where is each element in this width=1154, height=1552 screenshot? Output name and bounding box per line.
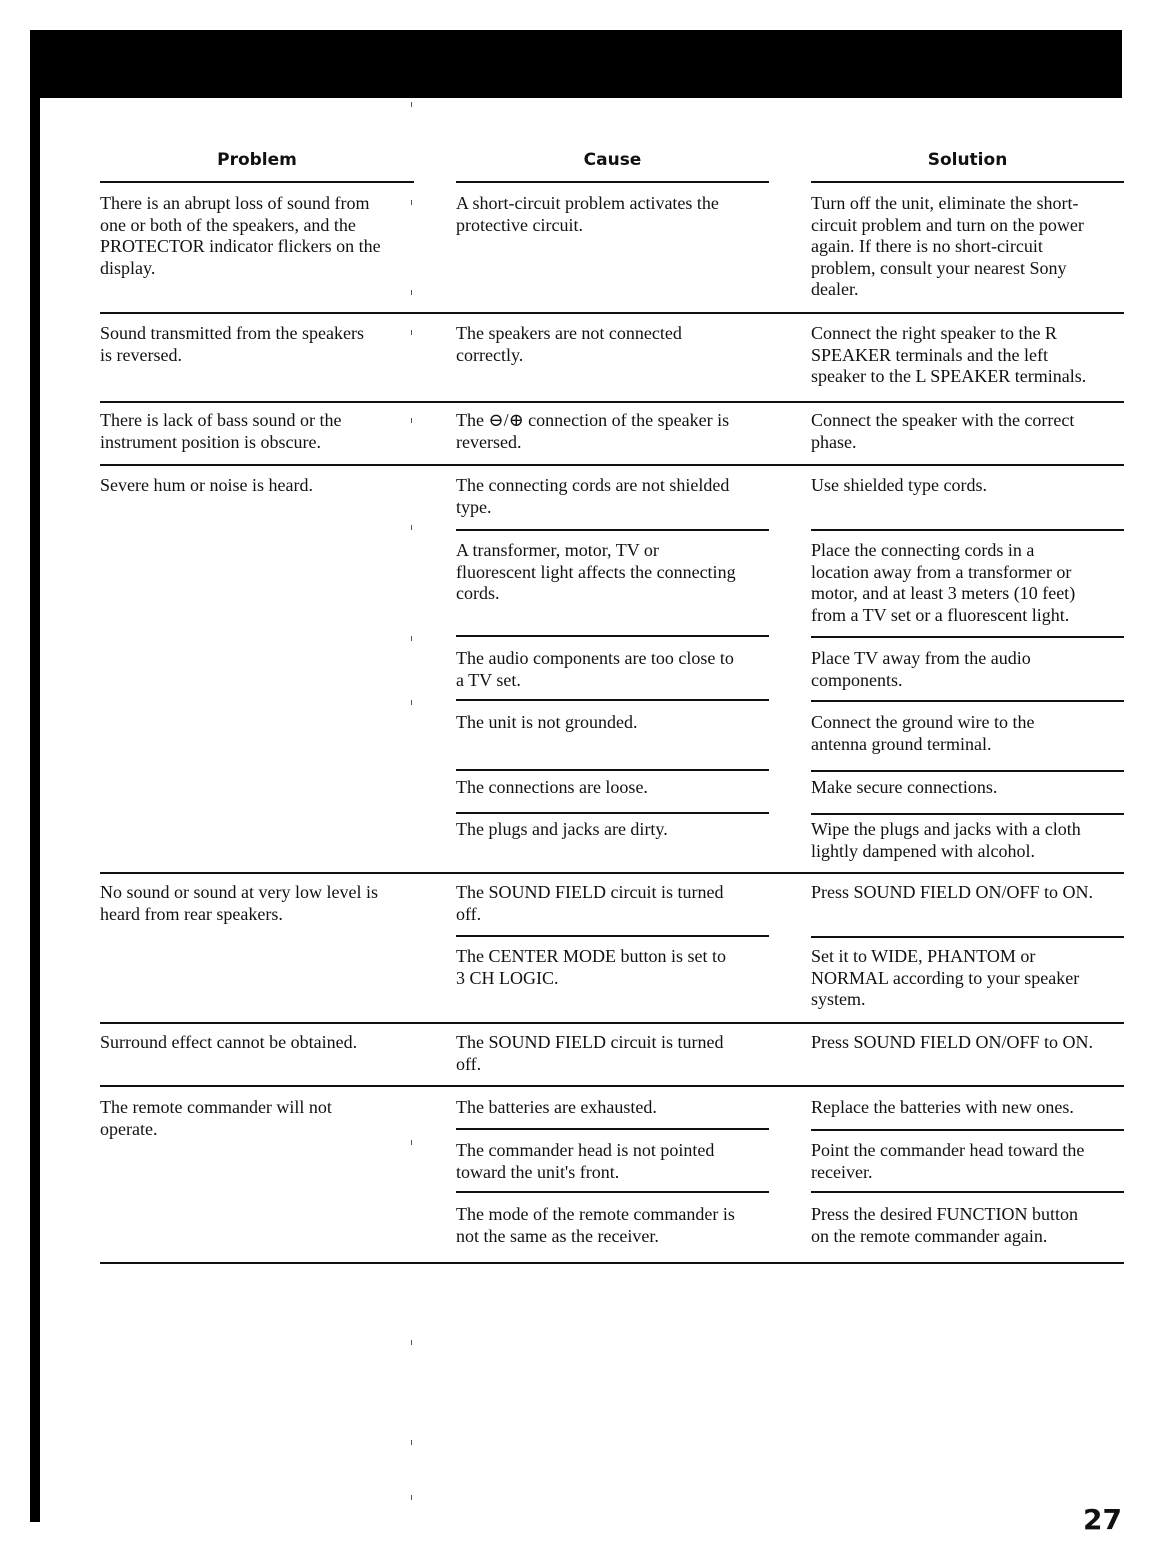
header-band [30,30,1122,98]
sub-row-separator [811,700,1124,702]
left-margin-bar [30,30,40,1522]
gutter-mark [411,1495,412,1500]
problem-text: Severe hum or noise is heard. [100,475,313,495]
sub-row-separator [456,699,769,701]
solution-text: Use shielded type cords. [811,475,987,495]
solution-text: Point the commander head toward the receiver. [811,1140,1085,1182]
cause-text: A transformer, motor, TV or fluorescent light affects the connecting cords. [456,540,736,603]
gutter-mark [411,1440,412,1445]
problem-text: There is an abrupt loss of sound from one or both of the speakers, and the PROTECTOR indicator flickers on the display. [100,193,381,278]
gutter-mark [411,525,412,530]
solution-text: Make secure connections. [811,777,998,797]
sub-row-separator [811,636,1124,638]
cause-text: A short-circuit problem activates the protective circuit. [456,193,719,235]
cause-text: The CENTER MODE button is set to 3 CH LOGIC. [456,946,726,988]
solution-text: Connect the ground wire to the antenna ground terminal. [811,712,1035,754]
sub-row-separator [456,935,769,937]
solution-text: Press the desired FUNCTION button on the remote commander again. [811,1204,1078,1246]
row-separator [100,401,1124,403]
sub-row-separator [811,936,1124,938]
sub-row-separator [456,1191,769,1193]
sub-row-separator [456,635,769,637]
problem-text: Surround effect cannot be obtained. [100,1032,358,1052]
solution-text: Connect the right speaker to the R SPEAKER terminals and the left speaker to the L SPEAKER terminals. [811,323,1087,386]
sub-row-separator [811,1129,1124,1131]
gutter-mark [411,418,412,423]
cause-text: The connections are loose. [456,777,648,797]
table-bottom-rule [100,1262,1124,1264]
cause-text: The SOUND FIELD circuit is turned off. [456,1032,724,1074]
solution-text: Connect the speaker with the correct phase. [811,410,1075,452]
sub-row-separator [456,769,769,771]
sub-row-separator [811,1191,1124,1193]
problem-text: There is lack of bass sound or the instrument position is obscure. [100,410,342,452]
cause-text: The SOUND FIELD circuit is turned off. [456,882,724,924]
gutter-mark [411,700,412,705]
sub-row-separator [456,529,769,531]
row-separator [100,1085,1124,1087]
gutter-mark [411,200,412,205]
solution-text: Replace the batteries with new ones. [811,1097,1074,1117]
page-number: 27 [1083,1503,1122,1536]
cause-text: The commander head is not pointed toward the unit's front. [456,1140,715,1182]
row-separator [100,312,1124,314]
gutter-mark [411,1340,412,1345]
sub-row-separator [456,1128,769,1130]
cause-text: The audio components are too close to a TV set. [456,648,734,690]
sub-row-separator [811,770,1124,772]
column-header-problem: Problem [217,150,297,170]
header-rule-problem [100,181,414,183]
problem-text: The remote commander will not operate. [100,1097,332,1139]
solution-text: Press SOUND FIELD ON/OFF to ON. [811,1032,1094,1052]
header-rule-solution [811,181,1124,183]
solution-text: Place TV away from the audio components. [811,648,1031,690]
column-header-cause: Cause [583,150,642,170]
sub-row-separator [811,529,1124,531]
gutter-mark [411,102,412,107]
cause-text: The speakers are not connected correctly. [456,323,682,365]
cause-text: The unit is not grounded. [456,712,638,732]
gutter-mark [411,636,412,641]
problem-text: No sound or sound at very low level is heard from rear speakers. [100,882,378,924]
row-separator [100,464,1124,466]
solution-text: Turn off the unit, eliminate the short- circuit problem and turn on the power again. If there is no short-circuit problem, consult your nearest Sony dealer. [811,193,1084,299]
problem-text: Sound transmitted from the speakers is reversed. [100,323,364,365]
cause-text: The mode of the remote commander is not the same as the receiver. [456,1204,735,1246]
sub-row-separator [456,812,769,814]
solution-text: Press SOUND FIELD ON/OFF to ON. [811,882,1094,902]
row-separator [100,1022,1124,1024]
cause-text: The plugs and jacks are dirty. [456,819,668,839]
cause-text: The batteries are exhausted. [456,1097,657,1117]
cause-text: The connecting cords are not shielded type. [456,475,730,517]
column-header-solution: Solution [927,150,1008,170]
row-separator [100,872,1124,874]
gutter-mark [411,330,412,335]
header-rule-cause [456,181,769,183]
sub-row-separator [811,813,1124,815]
gutter-mark [411,1140,412,1145]
solution-text: Place the connecting cords in a location away from a transformer or motor, and at least 3 meters (10 feet) from a TV set or a fluorescent light. [811,540,1076,625]
gutter-mark [411,290,412,295]
cause-text: The ⊖/⊕ connection of the speaker is reversed. [456,410,730,452]
solution-text: Set it to WIDE, PHANTOM or NORMAL according to your speaker system. [811,946,1080,1009]
solution-text: Wipe the plugs and jacks with a cloth lightly dampened with alcohol. [811,819,1081,861]
